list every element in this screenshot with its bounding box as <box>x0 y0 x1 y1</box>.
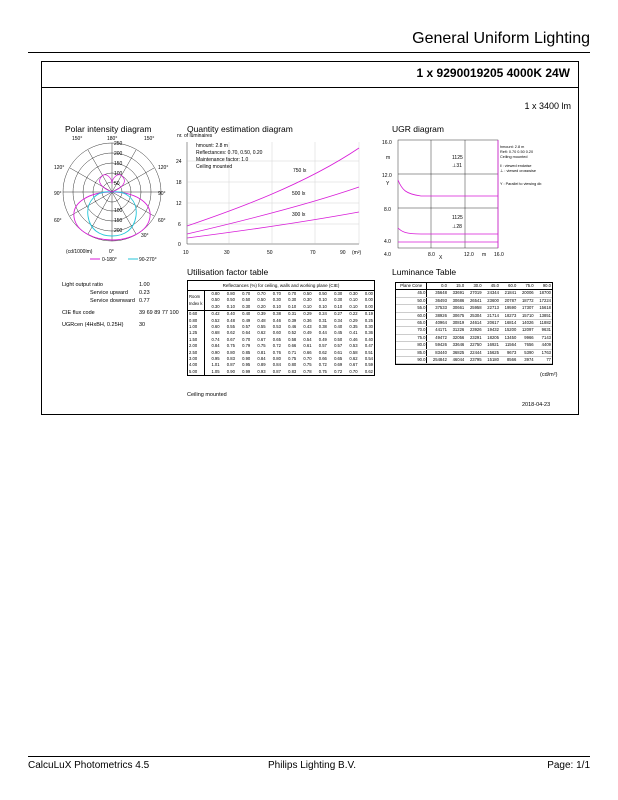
polar-diagram <box>50 132 175 264</box>
svg-text:‖ : viewed endwise: ‖ : viewed endwise <box>500 164 532 168</box>
svg-text:4.0: 4.0 <box>384 239 391 245</box>
svg-text:120°: 120° <box>158 165 169 171</box>
svg-text:100: 100 <box>114 208 123 214</box>
quantity-ylabel: nr. of luminaires <box>177 133 213 139</box>
luminance-unit: (cd/m²) <box>540 372 558 378</box>
footer-divider <box>28 756 590 757</box>
util-footer: Ceiling mounted <box>187 392 227 398</box>
util-refl-row: 0.50 0.50 0.50 0.50 0.30 0.30 0.30 0.10 0.30 0.10 0.00 <box>211 297 373 303</box>
svg-text:Maintenance factor: 1.0: Maintenance factor: 1.0 <box>196 157 249 163</box>
util-row: 4.00 1.01 0.87 0.95 0.89 0.84 0.80 0.75 0.72 0.69 0.67 0.59 <box>189 362 373 368</box>
svg-text:300 lx: 300 lx <box>292 212 306 218</box>
svg-text:90-270°: 90-270° <box>139 257 157 263</box>
util-row: 1.50 0.74 0.67 0.70 0.67 0.65 0.58 0.54 0.49 0.50 0.46 0.40 <box>189 336 373 342</box>
svg-text:1125: 1125 <box>452 155 463 161</box>
luminance-row: 60.0 38926 30675 25304 21714 18273 15710 13851 <box>396 312 552 319</box>
util-row: 3.00 0.95 0.83 0.90 0.84 0.80 0.75 0.70 0.66 0.65 0.62 0.54 <box>189 356 373 362</box>
svg-text:60°: 60° <box>158 218 166 224</box>
svg-text:60°: 60° <box>54 218 62 224</box>
luminance-header: Plane Cone 0.0 15.0 30.0 45.0 60.0 75.0 90.0 <box>396 283 552 290</box>
svg-text:(cd/1000lm): (cd/1000lm) <box>66 249 93 255</box>
title-divider <box>42 87 578 88</box>
util-row: 2.50 0.90 0.80 0.85 0.81 0.76 0.71 0.66 0.62 0.61 0.58 0.51 <box>189 349 373 355</box>
luminance-row: 45.0 35648 33691 27019 24344 21841 20006 18700 <box>396 290 552 297</box>
svg-text:1125: 1125 <box>452 215 463 221</box>
svg-text:10: 10 <box>183 250 189 256</box>
svg-text:12.0: 12.0 <box>382 173 392 179</box>
svg-text:180°: 180° <box>107 136 118 142</box>
svg-text:(m²): (m²) <box>352 250 362 256</box>
luminance-row: 85.0 83440 36825 22444 15625 9673 5390 1763 <box>396 349 552 356</box>
footer-page: Page: 1/1 <box>547 760 590 771</box>
util-row: 1.00 0.60 0.55 0.57 0.55 0.53 0.46 0.43 0.38 0.40 0.35 0.30 <box>189 324 373 330</box>
svg-text:150°: 150° <box>72 136 83 142</box>
util-caption: Reflectances (%) for ceiling, walls and working plane (CIE) <box>188 281 374 291</box>
luminaire-name: 1 x 9290019205 4000K 24W <box>416 66 570 80</box>
svg-text:16.0: 16.0 <box>494 252 504 258</box>
series-500lx <box>187 187 359 234</box>
luminaire-flux: 1 x 3400 lm <box>524 101 571 111</box>
svg-text:500 lx: 500 lx <box>292 191 306 197</box>
svg-text:hmount: 2.8 m: hmount: 2.8 m <box>500 145 525 149</box>
svg-text:8.0: 8.0 <box>428 252 435 258</box>
polar-title: Polar intensity diagram <box>65 124 152 134</box>
ugr-chart <box>376 132 556 262</box>
svg-text:90°: 90° <box>54 191 62 197</box>
luminance-row: 50.0 36493 30686 26541 23600 20787 18772 17224 <box>396 297 552 304</box>
svg-text:Reflectances: 0.70, 0.50, 0.20: Reflectances: 0.70, 0.50, 0.20 <box>196 150 263 156</box>
util-row: 5.00 1.05 0.90 0.99 0.93 0.87 0.83 0.78 0.75 0.72 0.70 0.62 <box>189 368 373 374</box>
svg-text:50: 50 <box>267 250 273 256</box>
svg-text:8.0: 8.0 <box>384 207 391 213</box>
util-row: 0.80 0.52 0.48 0.49 0.48 0.46 0.39 0.36 0.31 0.34 0.29 0.25 <box>189 317 373 323</box>
luminance-row: 75.0 49472 32056 23291 18205 13450 9966 7143 <box>396 334 552 341</box>
footer-company: Philips Lighting B.V. <box>268 760 357 771</box>
svg-text:30: 30 <box>224 250 230 256</box>
photometric-info: Light output ratio 1.00 Service upward 0.23 Service downward 0.77 CIE flux code 39 69 89 77 100 UGRcen (4HxBH, 0.25H) 30 <box>62 282 179 328</box>
svg-text:Y: Y <box>386 181 390 187</box>
svg-text:30°: 30° <box>141 233 149 239</box>
svg-text:12.0: 12.0 <box>464 252 474 258</box>
svg-text:90°: 90° <box>158 191 166 197</box>
svg-text:4.0: 4.0 <box>384 252 391 258</box>
document-title: General Uniform Lighting <box>412 30 590 47</box>
svg-text:200: 200 <box>114 151 123 157</box>
svg-text:m: m <box>386 155 391 161</box>
util-row: 1.25 0.68 0.62 0.64 0.62 0.60 0.52 0.49 0.44 0.45 0.41 0.36 <box>189 330 373 336</box>
util-table <box>187 280 375 376</box>
svg-text:Ceiling mounted: Ceiling mounted <box>196 164 233 170</box>
svg-text:⊥31: ⊥31 <box>452 163 462 169</box>
series-300lx <box>187 212 359 238</box>
quantity-chart <box>174 130 374 262</box>
svg-text:70: 70 <box>310 250 316 256</box>
svg-text:150: 150 <box>114 218 123 224</box>
footer-software: CalcuLuX Photometrics 4.5 <box>28 760 150 771</box>
svg-text:0°: 0° <box>109 249 114 255</box>
luminance-table <box>395 282 553 365</box>
svg-text:150: 150 <box>114 161 123 167</box>
svg-text:16.0: 16.0 <box>382 140 392 146</box>
svg-text:750 lx: 750 lx <box>293 168 307 174</box>
quantity-title: Quantity estimation diagram <box>187 124 293 134</box>
svg-text:50: 50 <box>114 181 120 187</box>
util-refl-row: 0.30 0.10 0.30 0.20 0.10 0.10 0.10 0.10 0.10 0.10 0.00 <box>188 304 374 311</box>
svg-text:X: X <box>439 255 443 261</box>
svg-text:18: 18 <box>176 180 182 186</box>
svg-text:100: 100 <box>114 171 123 177</box>
util-row: 2.00 0.84 0.75 0.79 0.75 0.72 0.66 0.61 0.57 0.57 0.53 0.47 <box>189 343 373 349</box>
svg-text:hmount: 2.8 m: hmount: 2.8 m <box>196 143 228 149</box>
luminance-title: Luminance Table <box>392 267 457 277</box>
luminance-row: 80.0 59426 33646 22750 16921 11564 7656 4409 <box>396 342 552 349</box>
svg-text:90: 90 <box>340 250 346 256</box>
luminance-row: 70.0 44171 31226 23926 19432 15200 12097 9631 <box>396 327 552 334</box>
luminance-row: 65.0 40964 30819 24614 20617 16814 14026 11882 <box>396 320 552 327</box>
util-refl-row: Room Index k 0.80 0.80 0.70 0.70 0.70 0.70 0.50 0.50 0.30 0.30 0.00 <box>188 291 374 297</box>
svg-text:0-180°: 0-180° <box>102 257 117 263</box>
svg-text:0: 0 <box>178 242 181 248</box>
svg-text:⊥28: ⊥28 <box>452 224 462 230</box>
svg-text:Ceiling mounted: Ceiling mounted <box>500 155 528 159</box>
header-divider <box>28 52 590 53</box>
svg-text:6: 6 <box>178 222 181 228</box>
report-date: 2018-04-23 <box>522 402 551 408</box>
svg-text:200: 200 <box>114 228 123 234</box>
ugr-title: UGR diagram <box>392 124 444 134</box>
svg-text:Y : Parallel to viewing dir.: Y : Parallel to viewing dir. <box>500 182 543 186</box>
svg-text:Refl: 0.70 0.50 0.20: Refl: 0.70 0.50 0.20 <box>500 150 534 154</box>
luminance-row: 55.0 37533 30661 25958 22713 19590 17307 15618 <box>396 305 552 312</box>
svg-text:⊥ : viewed crosswise: ⊥ : viewed crosswise <box>500 169 537 173</box>
luminance-row: 90.0 254842 46044 23795 15180 8566 3974 77 <box>396 357 552 364</box>
util-title: Utilisation factor table <box>187 267 269 277</box>
svg-text:150°: 150° <box>144 136 155 142</box>
svg-text:120°: 120° <box>54 165 65 171</box>
svg-text:m: m <box>482 252 487 258</box>
util-row: 0.60 0.42 0.40 0.40 0.39 0.38 0.31 0.29 0.24 0.27 0.22 0.19 <box>189 311 373 317</box>
svg-text:24: 24 <box>176 159 182 165</box>
svg-text:12: 12 <box>176 201 182 207</box>
svg-text:250: 250 <box>114 141 123 147</box>
